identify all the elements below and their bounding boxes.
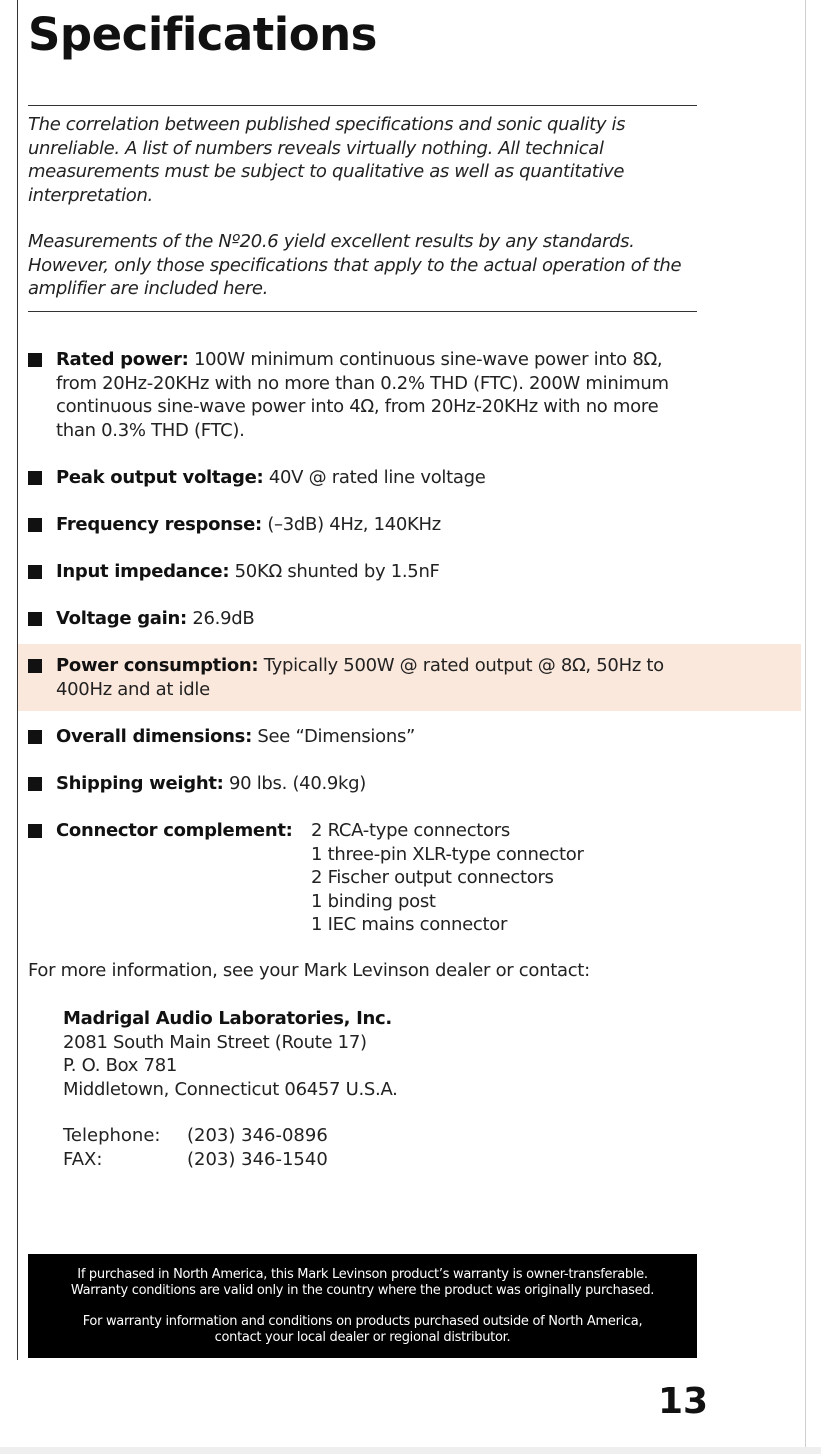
spec-value: 40V @ rated line voltage	[263, 467, 486, 488]
more-info-text: For more information, see your Mark Levinson dealer or contact:	[28, 960, 590, 981]
spec-label: Overall dimensions:	[56, 726, 252, 747]
spec-label: Power consumption:	[56, 655, 259, 676]
intro-paragraph-1: The correlation between published specifications and sonic quality is unreliable. A list of numbers reveals virtually nothing. All technical measurements must be subject to qualitative as well as quantitative interpretation.	[28, 114, 626, 206]
bullet-square-icon	[28, 777, 42, 791]
bullet-square-icon	[28, 518, 42, 532]
spec-item-peak-output-voltage	[28, 466, 698, 490]
spec-label: Connector complement:	[56, 820, 293, 841]
spec-value: 50KΩ shunted by 1.5nF	[229, 561, 440, 582]
spec-item-overall-dimensions	[28, 725, 698, 749]
telephone-label: Telephone:	[63, 1125, 161, 1146]
spec-value: (–3dB) 4Hz, 140KHz	[261, 514, 441, 535]
address-block	[63, 1007, 398, 1101]
spec-item-frequency-response	[28, 513, 698, 537]
warranty-line: For warranty information and conditions on products purchased outside of North America,	[82, 1314, 643, 1329]
connector-item: 1 three-pin XLR-type connector	[311, 843, 584, 865]
address-po-box: P. O. Box 781	[63, 1055, 178, 1076]
spec-item-voltage-gain	[28, 607, 698, 631]
connector-item: 1 binding post	[311, 890, 436, 912]
spec-label: Voltage gain:	[56, 608, 187, 629]
connector-item: 2 Fischer output connectors	[311, 867, 554, 888]
telephone-number: (203) 346-0896	[187, 1125, 328, 1146]
spec-label: Shipping weight:	[56, 773, 224, 794]
connector-item: 1 IEC mains connector	[311, 914, 508, 935]
address-street: 2081 South Main Street (Route 17)	[63, 1031, 367, 1053]
bullet-square-icon	[28, 565, 42, 579]
spec-item-shipping-weight	[28, 772, 698, 796]
spec-value: See “Dimensions”	[251, 726, 416, 747]
warranty-line: If purchased in North America, this Mark Levinson product’s warranty is owner-transferable.	[77, 1267, 648, 1282]
fax-number: (203) 346-1540	[187, 1149, 328, 1170]
fax-label: FAX:	[63, 1149, 103, 1170]
intro-paragraph-2: Measurements of the Nº20.6 yield excellent results by any standards. However, only those specifications that apply to the actual operation of the amplifier are included here.	[28, 231, 682, 299]
warranty-line: contact your local dealer or regional distributor.	[214, 1329, 511, 1345]
spec-value: 100W minimum continuous sine-wave power into 8Ω, from 20Hz-20KHz with no more than 0.2% THD (FTC). 200W minimum continuous sine-wave power into 4Ω, from 20Hz-20KHz with no more than 0.3% THD (FTC).	[56, 349, 669, 441]
bullet-square-icon	[28, 824, 42, 838]
connector-list	[311, 819, 584, 937]
bullet-square-icon	[28, 612, 42, 626]
spec-label: Input impedance:	[56, 561, 230, 582]
warranty-line: Warranty conditions are valid only in the country where the product was originally purchased.	[70, 1282, 655, 1298]
intro-section	[28, 105, 697, 312]
bullet-square-icon	[28, 730, 42, 744]
spec-item-power-consumption	[18, 644, 801, 711]
warranty-notice	[28, 1254, 697, 1358]
spec-item-rated-power	[28, 348, 698, 442]
viewer-bottom-edge	[0, 1447, 821, 1454]
bullet-square-icon	[28, 659, 42, 673]
bullet-square-icon	[28, 471, 42, 485]
connector-item: 2 RCA-type connectors	[311, 820, 510, 841]
spec-value: 26.9dB	[186, 608, 255, 629]
spec-item-input-impedance	[28, 560, 698, 584]
company-name: Madrigal Audio Laboratories, Inc.	[63, 1008, 392, 1029]
bullet-square-icon	[28, 353, 42, 367]
spec-label: Frequency response:	[56, 514, 262, 535]
page-title: Specifications	[28, 8, 377, 61]
address-city: Middletown, Connecticut 06457 U.S.A.	[63, 1078, 398, 1100]
page-number: 13	[658, 1381, 709, 1422]
spec-label: Rated power:	[56, 349, 189, 370]
spec-value: Typically 500W @ rated output @ 8Ω, 50Hz to 400Hz and at idle	[56, 655, 664, 700]
spec-label: Peak output voltage:	[56, 467, 264, 488]
spec-value: 90 lbs. (40.9kg)	[223, 773, 367, 794]
